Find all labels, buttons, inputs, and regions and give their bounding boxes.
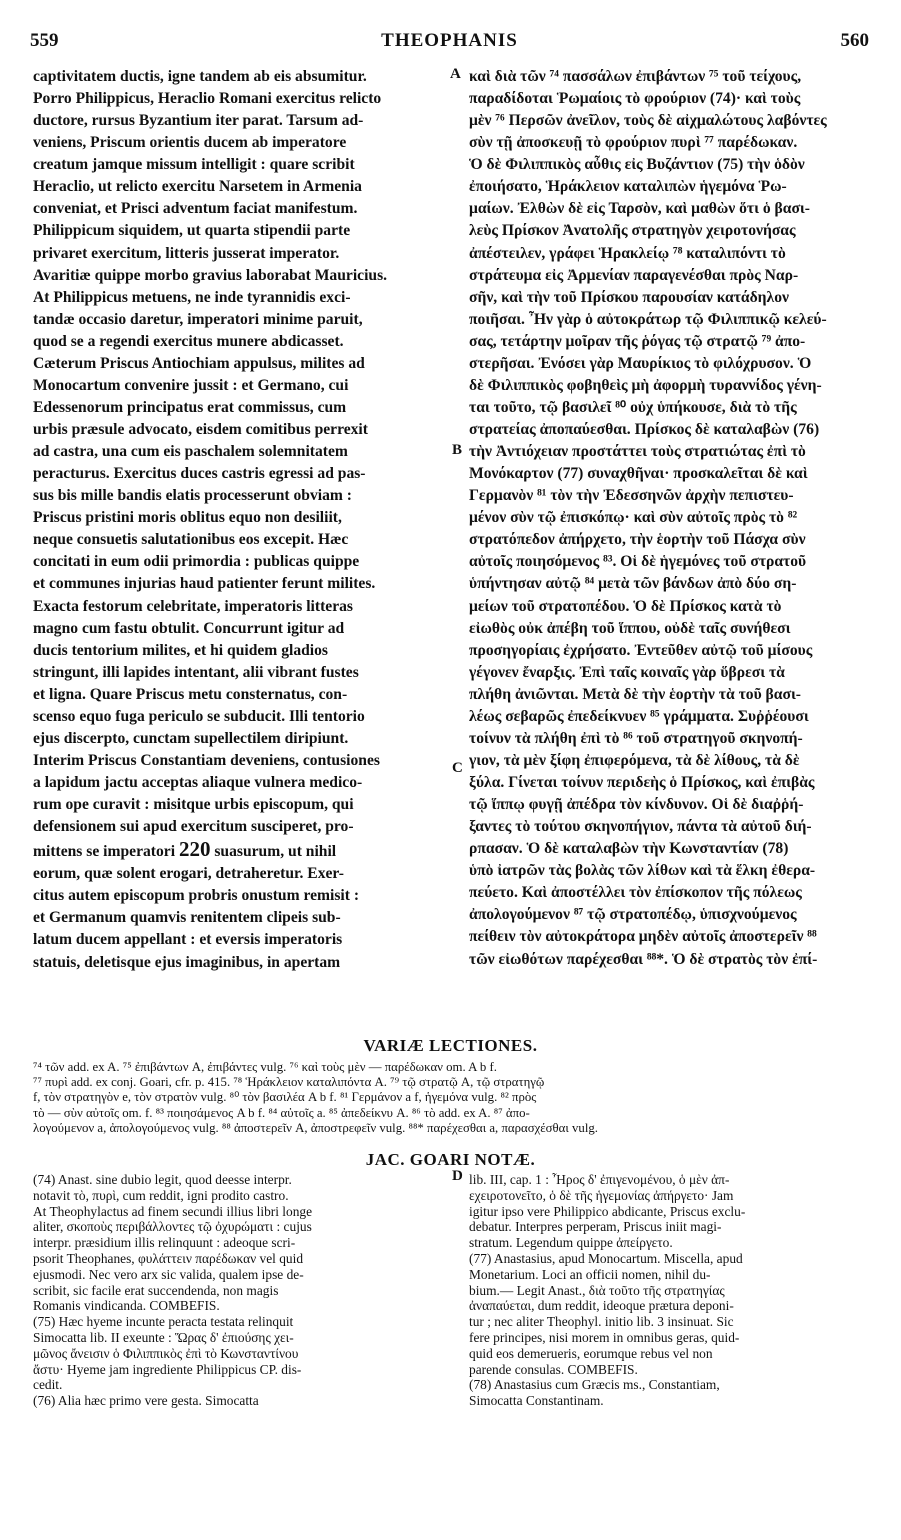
- latin-line: Priscus pristini moris oblitus equo non desiliit,: [33, 509, 342, 527]
- note-line: ἄστυ· Hyeme jam ingrediente Philippicus CP. dis-: [33, 1361, 302, 1377]
- note-line: fere principes, nisi morem in omnibus geras, quid-: [469, 1329, 740, 1345]
- greek-line: ἐποιήσατο, Ἡράκλειον καταλιπὼν ἡγεμόνα Ῥω-: [469, 178, 787, 196]
- latin-line: ducis tentorium milites, et hi quidem gladios: [33, 641, 328, 659]
- greek-line: ὑπὸ ἰατρῶν τὰς βολὰς τῶν λίθων καὶ τὰ ἕλκη ἐθερα-: [469, 862, 816, 880]
- greek-line: τῶν εἰωθότων παρέχεσθαι ⁸⁸*. Ὁ δὲ στρατὸς τὸν ἐπί-: [469, 950, 818, 968]
- greek-line: πλήθη ἀνιῶνται. Μετὰ δὲ τὴν ἑορτὴν τὰ τοῦ βασι-: [469, 685, 801, 703]
- latin-line: et ligna. Quare Priscus metu consternatus, con-: [33, 685, 348, 703]
- note-line: lib. III, cap. 1 : Ἦρος δ' ἐπιγενομένου, ὁ μὲν ἀπ-: [469, 1172, 730, 1187]
- latin-line: captivitatem ductis, igne tandem ab eis absumitur.: [33, 68, 367, 85]
- section-marker-c: C: [452, 760, 463, 776]
- section-marker-d: D: [452, 1168, 463, 1184]
- note-line: ἀναπαύεται, dum reddit, ideoque prætura deponi-: [469, 1298, 734, 1314]
- latin-line: magno cum fastu obtulit. Concurrunt igitur ad: [33, 619, 345, 637]
- note-line: Monetarium. Loci an officii nomen, nihil du-: [469, 1266, 711, 1282]
- latin-line: et Germanum quamvis renitentem clipeis sub-: [33, 909, 341, 927]
- note-line: psorit Theophanes, φυλάττειν παρέδωκαν vel quid: [33, 1250, 304, 1266]
- latin-line: Heraclio, ut relicto exercitu Narsetem in Armenia: [33, 178, 362, 196]
- variant-reading-line: ⁷⁴ τῶν add. ex A. ⁷⁵ ἐπιβάντων A, ἐπιβάντες vulg. ⁷⁶ καὶ τοὺς μὲν — παρέδωκαν om. A b f.: [33, 1060, 497, 1074]
- greek-line: στρατείας ἀποπαύεσθαι. Πρίσκος δὲ καταλαβὼν (76): [469, 421, 820, 438]
- latin-line: statuis, deletisque ejus imaginibus, in apertam: [33, 953, 341, 971]
- greek-line: ξύλα. Γίνεται τοίνυν περιδεὴς ὁ Πρίσκος, καὶ ἐπιβὰς: [469, 774, 815, 791]
- latin-line: stringunt, illi lapides intentant, alii vibrant fustes: [33, 663, 359, 681]
- latin-line: Cæterum Priscus Antiochiam appulsus, milites ad: [33, 354, 365, 372]
- latin-line: Porro Philippicus, Heraclio Romani exercitus relicto: [33, 90, 382, 108]
- greek-line: καὶ διὰ τῶν ⁷⁴ πασσάλων ἐπιβάντων ⁷⁵ τοῦ τείχους,: [469, 68, 802, 85]
- greek-line: Γερμανὸν ⁸¹ τὸν τὴν Ἐδεσσηνῶν ἀρχὴν πεπιστευ-: [469, 487, 794, 505]
- greek-text-column: [469, 66, 873, 971]
- latin-line: citus autem episcopum probris onustum remisit :: [33, 887, 360, 905]
- variae-lectiones-notes: [33, 1060, 875, 1136]
- latin-line: creatum jamque missum intelligit : quare scribit: [33, 156, 355, 174]
- folio-number: 220: [178, 838, 211, 862]
- greek-line: μείων τοῦ στρατοπέδου. Ὁ δὲ Πρίσκος κατὰ τὸ: [469, 597, 782, 615]
- latin-line: Edessenorum principatus erat commissus, cum: [33, 398, 347, 416]
- greek-line: ξαντες τὸ τούτου σκηνοπήγιον, πάντα τὰ αὐτοῦ διή-: [469, 818, 812, 836]
- note-line: parende consulas. COMBEFIS.: [469, 1361, 638, 1377]
- note-line: Romanis vindicanda. COMBEFIS.: [33, 1298, 220, 1314]
- page-number-right: 560: [840, 30, 869, 51]
- greek-line: γιον, τὰ μὲν ξίφη ἐπιφερόμενα, τὰ δὲ λίθους, τὰ δὲ: [469, 751, 800, 769]
- latin-line: neque consuetis salutationibus eos excepit. Hæc: [33, 531, 349, 549]
- note-line: cedit.: [33, 1377, 63, 1393]
- variant-reading-line: τὸ — σὺν αὐτοῖς om. f. ⁸³ ποιησάμενος A b f. ⁸⁴ αὐτοῖς a. ⁸⁵ ἀπεδείκνυ A. ⁸⁶ τὸ add. ex A. ⁸⁷ ἀπο-: [33, 1105, 530, 1120]
- greek-line: σῆν, καὶ τὴν τοῦ Πρίσκου παρουσίαν κατάδηλον: [469, 288, 789, 306]
- greek-line: ὑπήντησαν αὐτῷ ⁸⁴ μετὰ τῶν βάνδων ἀπὸ δύο ση-: [469, 575, 797, 593]
- latin-line: Monocartum convenire jussit : et Germano, cui: [33, 376, 349, 394]
- goari-notae-heading: JAC. GOARI NOTÆ.: [365, 1150, 536, 1169]
- latin-line: ad castra, una cum eis paschalem solemnitatem: [33, 443, 348, 461]
- page-number-left: 559: [30, 30, 59, 51]
- greek-line: στράτευμα εἰς Ἀρμενίαν παραγενέσθαι πρὸς Ναρ-: [469, 266, 799, 284]
- note-line: scribit, sic facile erat succendenda, non magis: [33, 1282, 279, 1298]
- latin-line: veniens, Priscum orientis ducem ab imperatore: [33, 134, 347, 152]
- text-segment: suasurum, ut: [214, 843, 302, 861]
- note-line: μῶνος ἄνεισιν ὁ Φιλιππικὸς ἐπὶ τὸ Κωνσταντίνου: [33, 1345, 299, 1361]
- note-line: (78) Anastasius cum Græcis ms., Constantiam,: [469, 1377, 720, 1393]
- note-line: (75) Hæc hyeme incunte peracta testata relinquit: [33, 1314, 294, 1330]
- text-segment: mittens se imperatori: [33, 843, 176, 861]
- greek-line: εἰωθὸς οὐκ ἀπέβη τοῦ ἵππου, οὐδὲ ταῖς συνήθεσι: [469, 619, 791, 637]
- latin-line: eorum, quæ solent erogari, detraheretur. Exer-: [33, 865, 344, 883]
- greek-line: στρατόπεδον ἀπήρχετο, τὴν ἑορτὴν τοῦ Πάσχα σὺν: [469, 531, 806, 549]
- latin-line: ductore, rursus Byzantium iter parat. Tarsum ad-: [33, 112, 364, 130]
- greek-line: τοίνυν τὰ πλήθη ἐπὶ τὸ ⁸⁶ τοῦ στρατηγοῦ σκηνοπή-: [469, 729, 803, 747]
- running-title: THEOPHANIS: [381, 30, 518, 51]
- running-header: [30, 30, 869, 60]
- greek-line: ἀπολογούμενον ⁸⁷ τῷ στρατοπέδῳ, ὑπισχνούμενος: [469, 906, 797, 924]
- text-segment: nihil: [305, 843, 337, 861]
- latin-line: tandæ occasio daretur, imperatori minime paruit,: [33, 310, 363, 328]
- note-line: Simocatta Constantinam.: [469, 1393, 604, 1409]
- greek-line: λέως σεβαρῶς ἐπεδείκνυεν ⁸⁵ γράμματα. Συῤῥέουσι: [469, 707, 809, 725]
- note-line: Simocatta lib. II exeunte : Ὥρας δ' ἐπιούσης χει-: [33, 1329, 294, 1345]
- latin-line: defensionem sui apud exercitum susciperet, pro-: [33, 818, 354, 836]
- greek-line: Μονόκαρτον (77) συναχθῆναι· προσκαλεῖται δὲ καὶ: [469, 465, 808, 483]
- latin-line: latum ducem appellant : et eversis imperatoris: [33, 931, 343, 949]
- greek-line: παραδίδοται Ῥωμαίοις τὸ φρούριον (74)· καὶ τοὺς: [469, 90, 801, 108]
- note-line: igitur ipso vere Philippico abdicante, Priscus exclu-: [469, 1203, 746, 1219]
- note-line: stratum. Legendum quippe ἀπείργετο.: [469, 1235, 673, 1251]
- note-line: notavit τὸ, πυρὶ, cum reddit, igni prodito castro.: [33, 1187, 289, 1203]
- note-line: quid eos demerueris, eorumque rebus vel non: [469, 1345, 713, 1361]
- greek-line: σὺν τῇ ἀποσκευῇ τὸ φρούριον πυρὶ ⁷⁷ παρέδωκαν.: [469, 134, 798, 152]
- latin-line: Interim Priscus Constantiam deveniens, contusiones: [33, 751, 380, 769]
- variant-reading-line: f, τὸν στρατηγὸν e, τὸν στρατὸν vulg. ⁸⁰ τὸν βασιλέα A b f. ⁸¹ Γερμάνον a f, ἡγεμόνα vulg. ⁸² πρὸς: [33, 1090, 537, 1105]
- latin-line: ejus discerpto, cunctam supellectilem diripiunt.: [33, 729, 349, 747]
- greek-line: προσηγορίαις ἐχρήσατο. Ἐντεῦθεν αὐτῷ τοῦ μίσους: [469, 641, 813, 659]
- note-line: debatur. Interpres perperam, Priscus iniit magi-: [469, 1219, 722, 1235]
- note-line: (77) Anastasius, apud Monocartum. Miscella, apud: [469, 1250, 743, 1266]
- variant-reading-line: ⁷⁷ πυρὶ add. ex conj. Goari, cfr. p. 415. ⁷⁸ Ἡράκλειον καταλιπόντα A. ⁷⁹ τῷ στρατῷ A, τῷ στρατηγῷ: [33, 1075, 545, 1090]
- latin-line: a lapidum jactu acceptas aliaque vulnera medico-: [33, 774, 363, 791]
- note-line: (74) Anast. sine dubio legit, quod deesse interpr.: [33, 1172, 292, 1187]
- variae-lectiones-heading: VARIÆ LECTIONES.: [363, 1036, 538, 1055]
- section-marker-b: B: [452, 442, 463, 458]
- greek-line: δὲ Φιλιππικὸς φοβηθεὶς μὴ ἀφορμὴ τυραννίδος γένη-: [469, 376, 822, 394]
- note-line: aliter, σκοποὺς περιβάλλοντες τῷ ὀχυρώματι : cujus: [33, 1219, 312, 1235]
- greek-line: μένον σὺν τῷ ἐπισκόπῳ· καὶ σὺν αὐτοῖς πρὸς τὸ ⁸²: [469, 509, 798, 527]
- note-line: At Theophylactus ad finem secundi illius libri longe: [33, 1203, 313, 1219]
- greek-line: ποιῆσαι. Ἦν γὰρ ὁ αὐτοκράτωρ τῷ Φιλιππικῷ κελεύ-: [469, 310, 827, 328]
- note-line: tur ; nec aliter Theophyl. initio lib. 3 insinuat. Sic: [469, 1314, 734, 1330]
- greek-line: λεὺς Πρίσκον Ἀνατολῆς στρατηγὸν χειροτονήσας: [469, 222, 796, 240]
- note-line: εχειροτονεῖτο, ὁ δὲ τῆς ἡγεμονίας ἀπήργετο· Jam: [469, 1187, 734, 1203]
- greek-line: γέγονεν ἔναρξις. Ἐπὶ ταῖς κοιναῖς γὰρ ὕβρεσι τὰ: [469, 663, 785, 681]
- greek-line: Ὁ δὲ Φιλιππικὸς αὖθις εἰς Βυζάντιον (75) τὴν ὁδὸν: [469, 156, 805, 174]
- greek-line: ται τοῦτο, τῷ βασιλεῖ ⁸⁰ οὐχ ὑπήκουσε, διὰ τὸ τῆς: [469, 398, 797, 416]
- greek-line: σας, τετάρτην μοῖραν τῆς ῥόγας τῷ στρατῷ ⁷⁹ ἀπο-: [469, 332, 806, 350]
- greek-line: τὴν Ἀντιόχειαν προστάττει τοὺς στρατιώτας ἐπὶ τὸ: [469, 443, 806, 461]
- note-line: ejusmodi. Nec vero arx sic valida, qualem ipse de-: [33, 1266, 304, 1282]
- latin-line: concitati in eum odii primordia : publicas quippe: [33, 553, 360, 571]
- greek-line: αὐτοῖς ποιησόμενος ⁸³. Οἱ δὲ ἡγεμόνες τοῦ στρατοῦ: [469, 553, 807, 571]
- greek-line: στερῆσαι. Ἐνόσει γὰρ Μαυρίκιος τὸ φιλόχρυσον. Ὁ: [469, 354, 812, 372]
- latin-line: Avaritiæ quippe morbo gravius laborabat Mauricius.: [33, 266, 388, 284]
- greek-line: πείθειν τὸν αὐτοκράτορα μηδὲν αὐτοῖς ἀποστερεῖν ⁸⁸: [469, 928, 817, 946]
- latin-line: At Philippicus metuens, ne inde tyrannidis exci-: [33, 288, 351, 306]
- latin-line: rum ope curavit : misitque urbis episcopum, qui: [33, 796, 354, 814]
- latin-line: quod se a regendi exercitus munere abdicasset.: [33, 332, 344, 350]
- notae-left-column: [33, 1172, 447, 1409]
- greek-line: μαίων. Ἐλθὼν δὲ εἰς Ταρσὸν, καὶ μαθὼν ὅτι ὁ βασι-: [469, 200, 810, 218]
- latin-text-column: [33, 66, 447, 974]
- latin-line: et communes injurias haud patienter ferunt milites.: [33, 575, 376, 593]
- greek-line: ἀπέστειλεν, γράφει Ἡρακλείῳ ⁷⁸ καταλιπόντι τὸ: [469, 244, 786, 262]
- latin-line: urbis præsule advocato, eisdem comitibus perrexit: [33, 421, 368, 438]
- latin-line: peracturus. Exercitus duces castris egressi ad pas-: [33, 465, 366, 483]
- section-marker-a: A: [450, 66, 461, 82]
- greek-line: μὲν ⁷⁶ Περσῶν ἀνεῖλον, τοὺς δὲ αἰχμαλώτους λαβόντες: [469, 112, 827, 130]
- note-line: (76) Alia hæc primo vere gesta. Simocatta: [33, 1393, 259, 1409]
- greek-line: ρπασαν. Ὁ δὲ καταλαβὼν τὴν Κωνσταντίαν (78): [469, 840, 789, 858]
- latin-line: sus bis mille bandis elatis processerunt obviam :: [33, 487, 352, 505]
- latin-line: privaret exercitum, litteris jusserat imperator.: [33, 244, 340, 262]
- note-line: interpr. præsidium illis relinquunt : adeoque scri-: [33, 1235, 296, 1251]
- latin-line: Philippicum siquidem, ut quarta stipendii parte: [33, 222, 351, 240]
- greek-line: πεύετο. Καὶ ἀποστέλλει τὸν ἐπίσκοπον τῆς πόλεως: [469, 884, 802, 902]
- variant-reading-line: λογούμενον a, ἀπολογούμενος vulg. ⁸⁸ ἀποστερεῖν A, ἀποστρεφεῖν vulg. ⁸⁸* παρέχεσθαι a, παρασχέσθαι vulg.: [33, 1120, 598, 1135]
- greek-line: τῷ ἵππῳ φυγῇ ἀπέδρα τὸν κίνδυνον. Οἱ δὲ διαῤῥή-: [469, 796, 804, 814]
- latin-line: conveniat, et Prisci adventum faciat manifestum.: [33, 200, 358, 218]
- notae-right-column: [469, 1172, 873, 1409]
- note-line: bium.— Legit Anast., διὰ τοῦτο τῆς στρατηγίας: [469, 1282, 725, 1298]
- latin-line: Exacta festorum celebritate, imperatoris litteras: [33, 597, 353, 615]
- latin-line: [33, 838, 447, 863]
- latin-line: scenso equo fuga periculo se subducit. Illi tentorio: [33, 707, 365, 725]
